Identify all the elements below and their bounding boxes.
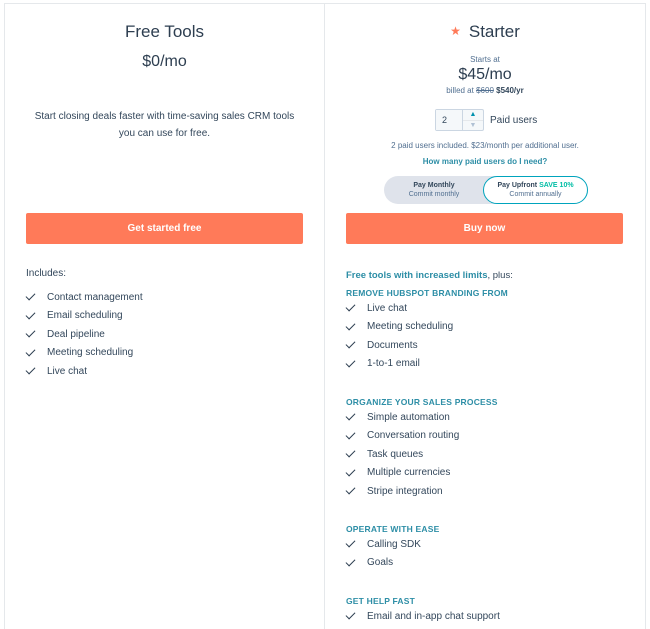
feature-item: Meeting scheduling — [26, 344, 143, 363]
plan-description: Start closing deals faster with time-saving sales CRM tools you can use for free. — [34, 111, 295, 139]
plan-price: $0/mo — [142, 53, 187, 70]
feature-item: Multiple currencies — [346, 464, 459, 483]
feature-item: Task queues — [346, 445, 459, 464]
plan-title: ★ Starter — [450, 22, 520, 41]
section-heading: REMOVE HUBSPOT BRANDING FROM — [346, 288, 508, 298]
paid-users-label: Paid users — [490, 114, 538, 126]
section-heading: OPERATE WITH EASE — [346, 524, 440, 534]
check-icon — [346, 448, 356, 458]
star-icon: ★ — [450, 24, 461, 38]
buy-now-button[interactable]: Buy now — [346, 213, 623, 244]
check-icon — [346, 556, 356, 566]
feature-item: Goals — [346, 554, 421, 573]
check-icon — [26, 365, 36, 375]
includes-label: Includes: — [26, 268, 67, 279]
pay-upfront-option[interactable]: Pay Upfront SAVE 10% Commit annually — [483, 176, 588, 204]
check-icon — [26, 346, 36, 356]
increment-chevron-up-icon[interactable]: ▲ — [463, 110, 483, 121]
free-feature-list — [26, 288, 143, 381]
section-heading: ORGANIZE YOUR SALES PROCESS — [346, 397, 498, 407]
check-icon — [346, 357, 356, 367]
check-icon — [346, 538, 356, 548]
feature-item: Conversation routing — [346, 427, 459, 446]
check-icon — [346, 302, 356, 312]
check-icon — [26, 309, 36, 319]
help-feature-list — [346, 607, 500, 626]
starter-card — [324, 3, 646, 629]
included-users-note: 2 paid users included. $23/month per additional user. — [391, 141, 579, 150]
feature-item: Email and in-app chat support — [346, 607, 500, 626]
free-tools-card — [4, 3, 325, 629]
discounted-price: $540/yr — [496, 86, 524, 95]
feature-item: Deal pipeline — [26, 325, 143, 344]
decrement-chevron-down-icon[interactable]: ▼ — [469, 121, 477, 129]
section-heading: GET HELP FAST — [346, 596, 416, 606]
check-icon — [346, 411, 356, 421]
feature-item: Simple automation — [346, 408, 459, 427]
plus-line: Free tools with increased limits, plus: — [346, 270, 513, 281]
check-icon — [26, 328, 36, 338]
check-icon — [346, 485, 356, 495]
branding-feature-list — [346, 299, 453, 373]
paid-users-input[interactable] — [436, 110, 463, 130]
plan-price: $45/mo — [458, 66, 512, 83]
feature-item: Live chat — [346, 299, 453, 318]
check-icon — [26, 291, 36, 301]
feature-item: Calling SDK — [346, 535, 421, 554]
check-icon — [346, 320, 356, 330]
paid-users-help-link[interactable]: How many paid users do I need? — [422, 157, 548, 166]
get-started-free-button[interactable]: Get started free — [26, 213, 303, 244]
feature-item: Contact management — [26, 288, 143, 307]
feature-item: Meeting scheduling — [346, 318, 453, 337]
feature-item: Live chat — [26, 362, 143, 381]
check-icon — [346, 429, 356, 439]
sales-process-feature-list — [346, 408, 459, 501]
feature-item: Email scheduling — [26, 307, 143, 326]
pay-monthly-option[interactable]: Pay Monthly Commit monthly — [408, 182, 460, 198]
feature-item: 1-to-1 email — [346, 355, 453, 374]
plan-title: Free Tools — [124, 22, 205, 41]
check-icon — [346, 339, 356, 349]
feature-item: Documents — [346, 336, 453, 355]
paid-users-row — [435, 109, 537, 131]
billed-note: billed at $600 $540/yr — [446, 86, 524, 95]
starts-at-label: Starts at — [470, 55, 500, 64]
feature-item: Stripe integration — [346, 482, 459, 501]
billing-toggle — [384, 176, 588, 204]
save-badge: SAVE 10% — [539, 182, 574, 189]
check-icon — [346, 466, 356, 476]
check-icon — [346, 610, 356, 620]
operate-feature-list — [346, 535, 421, 572]
paid-users-stepper[interactable] — [435, 109, 484, 131]
original-price: $600 — [476, 86, 494, 95]
